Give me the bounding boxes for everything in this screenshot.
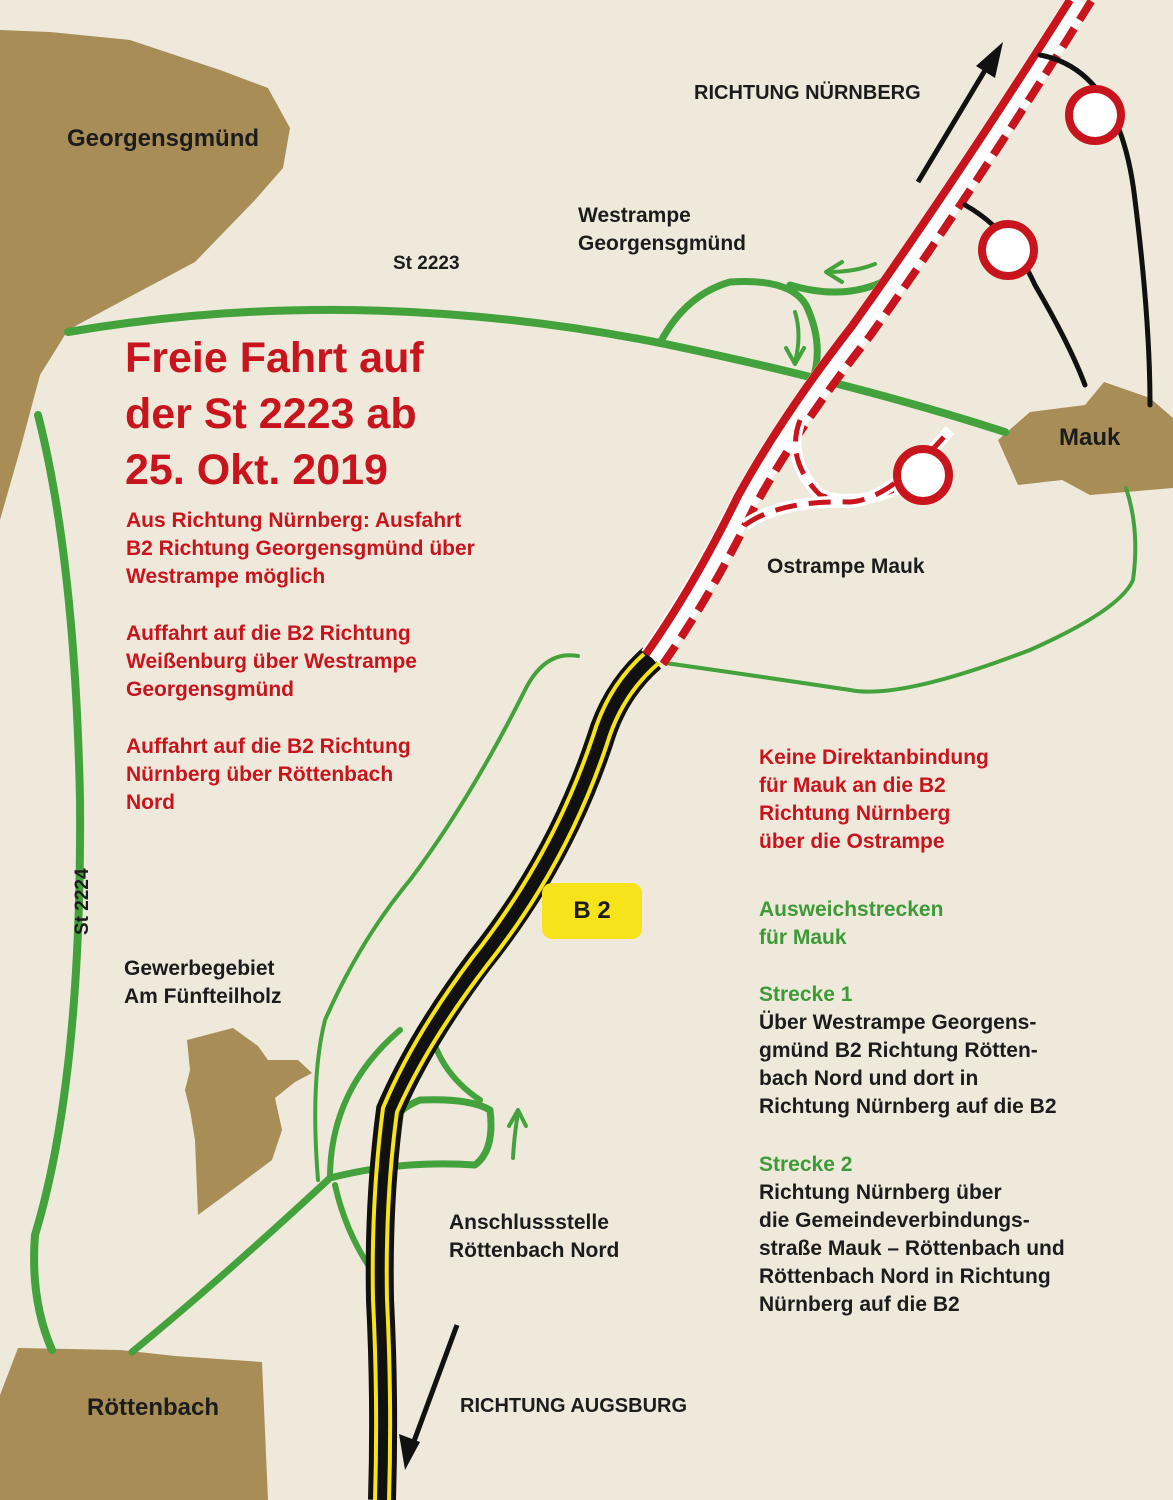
info-westrampe-entry: Auffahrt auf die B2 Richtung Weißenburg über Westrampe Georgensgmünd (126, 622, 417, 701)
closure-sign-3 (897, 449, 949, 501)
b2-badge: B 2 (542, 883, 642, 939)
arrow-south-icon (399, 1325, 457, 1470)
closure-sign-1 (1069, 89, 1121, 141)
route-1: Strecke 1 Über Westrampe Georgens- gmünd B2 Richtung Rötten- bach Nord und dort in Richtung Nürnberg auf die B2 (759, 983, 1057, 1118)
roettenbach-area (0, 1348, 268, 1500)
label-anschlussstelle: Anschlussstelle Röttenbach Nord (449, 1211, 620, 1262)
mauk-notice: Keine Direktanbindung für Mauk an die B2 Richtung Nürnberg über die Ostrampe (759, 746, 989, 853)
westrampe-loop (660, 281, 817, 382)
anschluss-ramp-south (335, 1185, 370, 1268)
label-mauk: Mauk (1059, 424, 1121, 451)
label-westrampe: Westrampe Georgensgmünd (578, 204, 747, 255)
b2-road-black (380, 658, 652, 1500)
roettenbach-road (132, 1100, 491, 1352)
detours-heading: Ausweichstrecken für Mauk (759, 898, 944, 949)
headline: Freie Fahrt auf der St 2223 ab 25. Okt. 2019 (125, 334, 424, 494)
gewerbegebiet-area (185, 1028, 312, 1215)
info-roettenbach-entry: Auffahrt auf die B2 Richtung Nürnberg über Röttenbach Nord (126, 735, 411, 814)
label-st2224: St 2224 (72, 868, 93, 935)
label-richtung-nuernberg: RICHTUNG NÜRNBERG (694, 82, 921, 104)
b2-road-yellow-2 (387, 662, 660, 1500)
route-2: Strecke 2 Richtung Nürnberg über die Gemeindeverbindungs- straße Mauk – Röttenbach und Röttenbach Nord in Richtung Nürnberg auf die B2 (759, 1153, 1065, 1316)
label-st2223: St 2223 (393, 253, 460, 274)
info-westrampe-exit: Aus Richtung Nürnberg: Ausfahrt B2 Richtung Georgensgmünd über Westrampe möglich (126, 509, 475, 588)
label-ostrampe: Ostrampe Mauk (767, 555, 925, 578)
label-gewerbegebiet: Gewerbegebiet Am Fünfteilholz (124, 957, 282, 1008)
label-roettenbach: Röttenbach (87, 1394, 219, 1421)
ramp-arrow-2 (795, 312, 799, 362)
label-richtung-augsburg: RICHTUNG AUGSBURG (460, 1395, 688, 1417)
closure-sign-2 (982, 224, 1034, 276)
label-georgensgmuend: Georgensgmünd (67, 125, 260, 152)
